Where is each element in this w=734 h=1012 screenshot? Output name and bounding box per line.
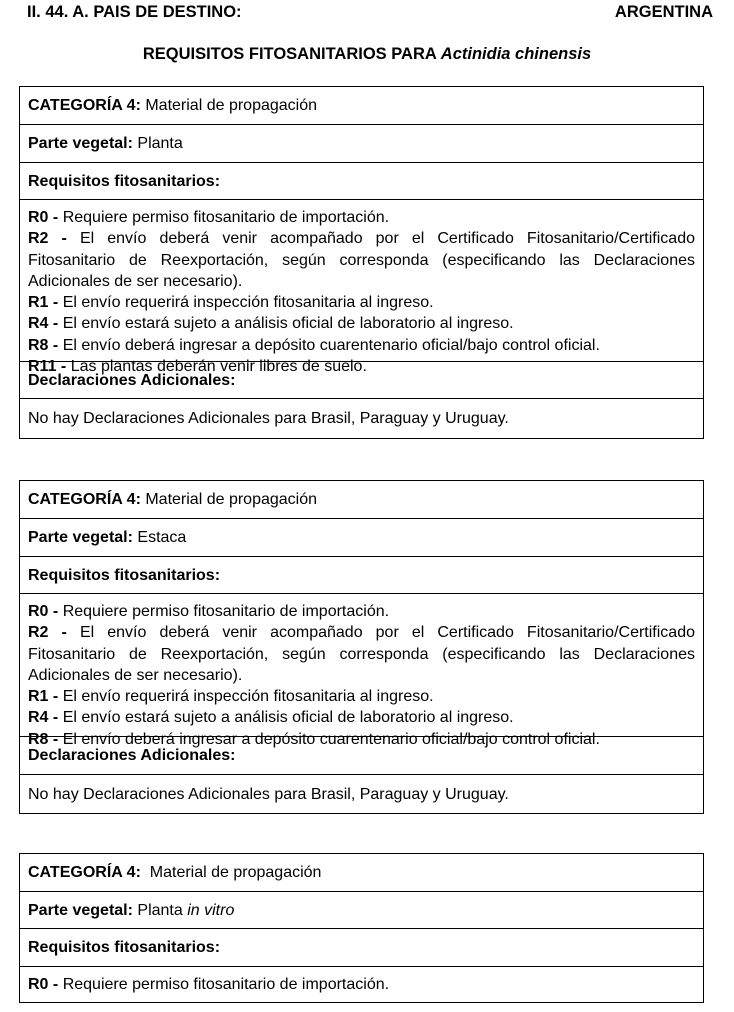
requirement-text: El envío estará sujeto a análisis oficial de laboratorio al ingreso. [62,315,514,333]
requirement-text: El envío requerirá inspección fitosanitaria al ingreso. [62,688,434,706]
category-row [20,481,703,519]
requirement-code: R4 - [28,315,59,333]
requirement-code: R8 - [28,336,59,354]
plant-part-label: Parte vegetal: [28,529,133,546]
requirement-text: El envío deberá ingresar a depósito cuarentenario oficial/bajo control oficial. [62,730,600,748]
requirements-list [20,200,703,376]
destination-country: ARGENTINA [614,3,713,21]
section-destination-label: II. 44. A. PAIS DE DESTINO: [27,3,242,21]
requirement-text: Requiere permiso fitosanitario de importación. [62,976,390,993]
plant-part-row [20,519,703,557]
requirement-text: El envío requerirá inspección fitosanitaria al ingreso. [62,294,434,312]
category-row [20,87,703,125]
plant-part-qualifier: in vitro [187,901,235,919]
requirement-item [28,313,695,334]
requirement-text: El envío estará sujeto a análisis oficial de laboratorio al ingreso. [62,709,514,727]
requirements-table-2 [19,480,704,814]
requirement-text: Las plantas deberán venir libres de suelo. [70,358,367,376]
additional-declarations-label: Declaraciones Adicionales: [28,747,236,764]
plant-part-row [20,892,703,929]
requirement-item [28,974,389,995]
requirements-header-row [20,557,703,594]
additional-declarations-label: Declaraciones Adicionales: [28,371,236,389]
requirement-item [28,292,695,313]
additional-declarations-row [20,399,703,438]
plant-part-value: Planta [137,135,183,152]
requirement-code: R2 - [28,624,67,642]
requirement-item [28,622,695,686]
additional-declarations-row [20,775,703,813]
document-title [0,45,734,64]
requirements-list [20,967,703,1002]
category-label: CATEGORÍA 4: [28,97,141,114]
requirement-code: R8 - [28,730,59,748]
requirement-item [28,686,695,707]
requirements-label: Requisitos fitosanitarios: [28,939,221,956]
category-value: Material de propagación [145,97,318,114]
requirement-code: R1 - [28,688,59,706]
plant-part-value: Estaca [137,529,187,546]
requirement-item [28,207,695,228]
requirement-text: El envío deberá ingresar a depósito cuarentenario oficial/bajo control oficial. [62,336,600,354]
requirements-list [20,594,703,748]
title-prefix: REQUISITOS FITOSANITARIOS PARA [142,45,441,63]
additional-declarations-text: No hay Declaraciones Adicionales para Brasil, Paraguay y Uruguay. [28,785,509,803]
requirements-header-row [20,929,703,967]
requirement-text: Requiere permiso fitosanitario de importación. [62,209,390,226]
requirement-code: R0 - [28,209,59,226]
requirement-text: El envío deberá venir acompañado por el Certificado Fitosanitario/Certificado Fitosanitario de Reexportación, según corresponda (especificando las Declaraciones Adicionales de ser necesario). [28,624,695,684]
requirement-code: R11 - [28,358,67,376]
requirement-code: R4 - [28,709,59,727]
requirement-item [28,707,695,728]
plant-part-label: Parte vegetal: [28,135,133,152]
requirements-table-1 [19,86,704,439]
plant-part-label: Parte vegetal: [28,901,133,919]
requirements-label: Requisitos fitosanitarios: [28,566,221,584]
requirements-label: Requisitos fitosanitarios: [28,172,221,190]
requirement-code: R1 - [28,294,59,312]
requirement-code: R0 - [28,976,59,993]
requirement-code: R2 - [28,230,67,248]
category-value: Material de propagación [145,491,318,508]
requirement-text: El envío deberá venir acompañado por el Certificado Fitosanitario/Certificado Fitosanitario de Reexportación, según corresponda (especificando las Declaraciones Adicionales de ser necesario). [28,230,695,290]
requirements-table-3 [19,853,704,1003]
plant-part-value: Planta [137,901,183,919]
category-value: Material de propagación [149,864,322,881]
category-label: CATEGORÍA 4: [28,491,141,508]
species-name: Actinidia chinensis [440,45,592,63]
category-label: CATEGORÍA 4: [28,864,141,881]
requirement-item [28,228,695,292]
plant-part-row [20,125,703,163]
additional-declarations-text: No hay Declaraciones Adicionales para Brasil, Paraguay y Uruguay. [28,410,509,427]
requirement-text: Requiere permiso fitosanitario de importación. [62,603,390,620]
requirement-item [28,601,695,622]
requirement-item [28,335,695,356]
requirement-code: R0 - [28,603,59,620]
requirements-header-row [20,163,703,200]
page-header [27,3,713,22]
category-row [20,854,703,892]
